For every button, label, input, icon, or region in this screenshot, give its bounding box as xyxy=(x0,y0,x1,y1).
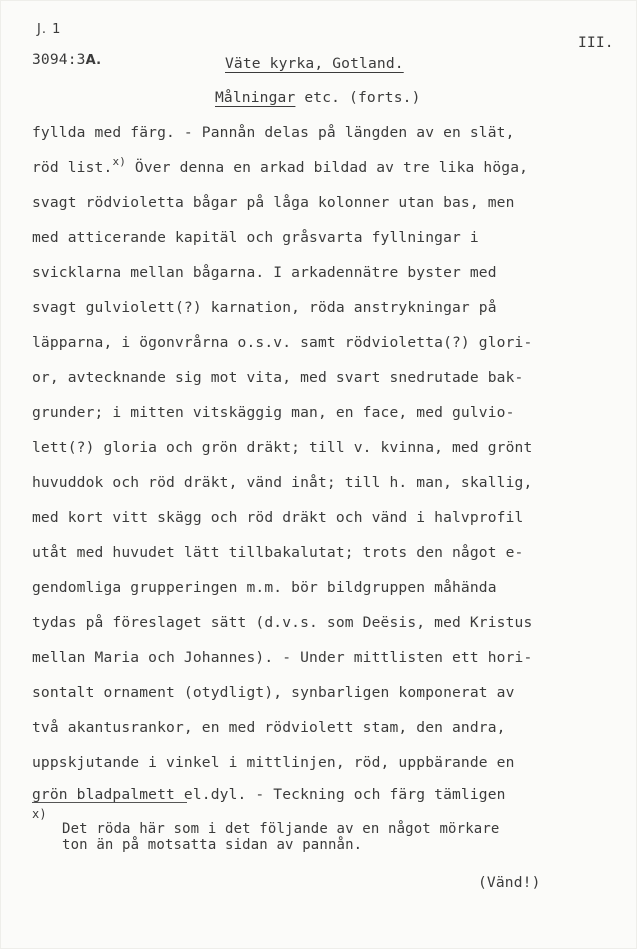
archive-number-digits: 3094:3 xyxy=(32,51,86,68)
subtitle-rest: etc. (forts.) xyxy=(295,89,421,106)
body-line: med atticerande kapitäl och gråsvarta fyllningar i xyxy=(32,229,479,246)
body-line: svicklarna mellan bågarna. I arkadennätre byster med xyxy=(32,264,497,281)
body-line: grön bladpalmett el.dyl. - Teckning och färg tämligen xyxy=(32,786,506,803)
page-number: III. xyxy=(578,34,614,51)
footnote-line: ton än på motsatta sidan av pannån. xyxy=(62,837,363,853)
archive-number xyxy=(32,53,101,68)
body-line: svagt gulviolett(?) karnation, röda anstrykningar på xyxy=(32,299,497,316)
body-line: läpparna, i ögonvrårna o.s.v. samt rödvioletta(?) glori- xyxy=(32,334,533,351)
body-line: uppskjutande i vinkel i mittlinjen, röd, uppbärande en xyxy=(32,754,515,771)
body-line: sontalt ornament (otydligt), synbarligen komponerat av xyxy=(32,684,515,701)
body-line: gendomliga grupperingen m.m. bör bildgruppen måhända xyxy=(32,579,497,596)
document-title: Väte kyrka, Gotland. xyxy=(225,55,404,72)
body-line: grunder; i mitten vitskäggig man, en face, med gulvio- xyxy=(32,404,515,421)
body-line: utåt med huvudet lätt tillbakalutat; trots den något e- xyxy=(32,544,524,561)
footnote-line: Det röda här som i det följande av en något mörkare xyxy=(62,821,500,837)
footnote-reference: x) xyxy=(112,155,126,168)
body-line-text: Över denna en arkad bildad av tre lika höga, xyxy=(125,159,529,176)
body-line-with-footnote-ref xyxy=(32,155,529,176)
body-line: huvuddok och röd dräkt, vänd inåt; till h. man, skallig, xyxy=(32,474,533,491)
footnote-marker: x) xyxy=(32,807,47,821)
handwritten-mark: J. 1 xyxy=(37,22,62,37)
body-line: or, avtecknande sig mot vita, med svart snedrutade bak- xyxy=(32,369,524,386)
section-subtitle xyxy=(215,91,421,106)
body-line: svagt rödvioletta bågar på låga kolonner utan bas, men xyxy=(32,194,515,211)
body-line: mellan Maria och Johannes). - Under mittlisten ett hori- xyxy=(32,649,533,666)
body-line: två akantusrankor, en med rödviolett stam, den andra, xyxy=(32,719,506,736)
body-line: tydas på föreslaget sätt (d.v.s. som Deësis, med Kristus xyxy=(32,614,533,631)
archive-number-suffix: A. xyxy=(85,53,102,68)
body-line: fyllda med färg. - Pannån delas på längden av en slät, xyxy=(32,124,515,141)
footnote-divider xyxy=(32,802,187,803)
body-line: med kort vitt skägg och röd dräkt och vänd i halvprofil xyxy=(32,509,524,526)
turn-over-note: (Vänd!) xyxy=(478,874,541,891)
body-line-text: röd list. xyxy=(32,159,113,176)
body-line: lett(?) gloria och grön dräkt; till v. kvinna, med grönt xyxy=(32,439,533,456)
subtitle-underlined: Målningar xyxy=(215,89,296,106)
